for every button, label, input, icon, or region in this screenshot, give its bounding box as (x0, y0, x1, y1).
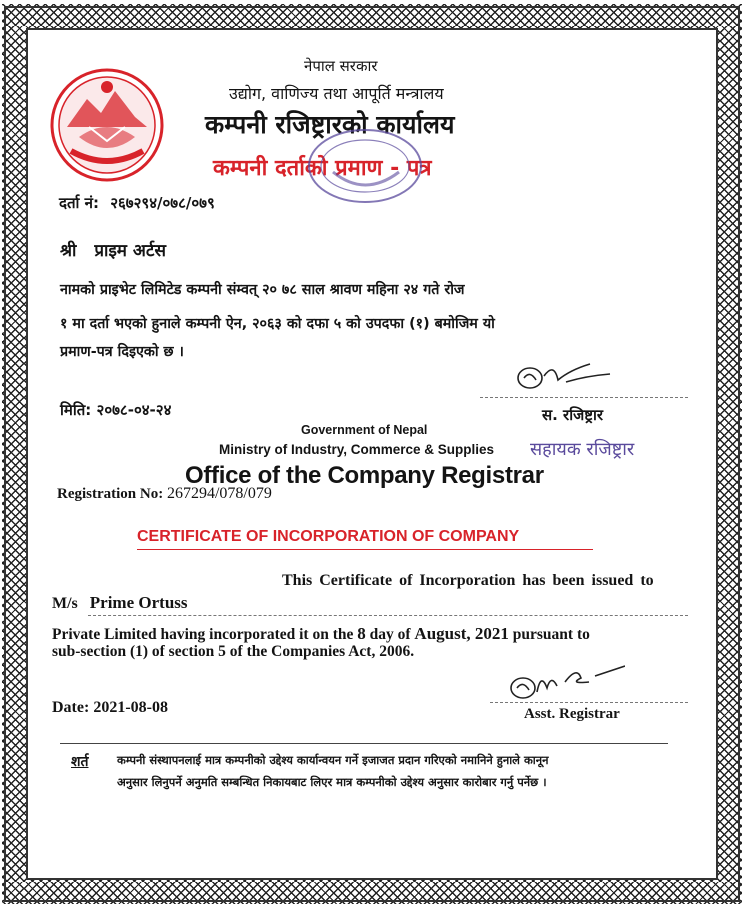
nepal-coat-of-arms-icon (49, 67, 165, 183)
signature-line-nepali (480, 397, 688, 398)
paragraph-line-3-nepali: प्रमाण-पत्र दिइएको छ । (60, 344, 184, 360)
date-label-nepali: मिति: (60, 401, 92, 419)
paragraph-line-2-nepali: १ मा दर्ता भएको हुनाले कम्पनी ऐन, २०६३ को दफा ५ को उपदफा (१) बमोजिम यो (60, 316, 495, 332)
office-english: Office of the Company Registrar (185, 462, 544, 489)
body-line-2: sub-section (1) of section 5 of the Companies Act, 2006. (52, 643, 415, 660)
signature-icon (510, 352, 620, 396)
date-english: 2021-08-08 (93, 699, 168, 716)
reg-no-english: 267294/078/079 (166, 485, 272, 502)
condition-line-2: अनुसार लिनुपर्ने अनुमति सम्बन्धित निकायबाट लिएर मात्र कम्पनीको उद्देश्य अनुसार कारोबार गर्नु पर्नेछ । (117, 775, 547, 789)
company-name-line (88, 615, 688, 616)
body-line-1-b: day of (369, 626, 411, 643)
office-seal-stamp-icon (305, 128, 425, 210)
date-nepali: २०७८-०४-२४ (96, 401, 172, 419)
shree-label: श्री (60, 241, 77, 261)
govt-nepali: नेपाल सरकार (304, 57, 378, 75)
reg-no-label-english: Registration No: (57, 486, 164, 502)
ms-label: M/s (52, 595, 78, 612)
ministry-english: Ministry of Industry, Commerce & Supplies (219, 442, 495, 457)
body-line-1-c: pursuant to (512, 626, 590, 643)
issued-line: This Certificate of Incorporation has been issued to (282, 572, 654, 589)
signature-line-english (490, 702, 688, 703)
reg-no-nepali: २६७२९४/०७८/०७९ (110, 194, 215, 212)
govt-english: Government of Nepal (301, 423, 428, 437)
signer-english: Asst. Registrar (524, 706, 620, 722)
signature-icon (505, 662, 625, 706)
condition-line-1: कम्पनी संस्थापनलाई मात्र कम्पनीको उद्देश्य कार्यान्वयन गर्ने इजाजत प्रदान गरिएको नमानिने हुनाले कानून (117, 753, 549, 767)
ministry-nepali: उद्योग, वाणिज्य तथा आपूर्ति मन्त्रालय (229, 84, 444, 103)
incorporation-day: 8 (357, 624, 366, 643)
certificate-title-nepali: कम्पनी दर्ताको प्रमाण - पत्र (213, 156, 432, 181)
company-name-nepali: प्राइम अर्टस (94, 241, 166, 261)
certificate-title-english: CERTIFICATE OF INCORPORATION OF COMPANY (137, 528, 520, 545)
date-label-english: Date: (52, 699, 90, 716)
paragraph-line-1-nepali: नामको प्राइभेट लिमिटेड कम्पनी संम्वत् २० ७८ साल श्रावण महिना २४ गते रोज (60, 282, 465, 298)
signer-nepali: स. रजिष्ट्रार (542, 406, 603, 424)
office-nepali: कम्पनी रजिष्ट्रारको कार्यालय (205, 110, 455, 139)
signer-stamp-nepali: सहायक रजिष्ट्रार (530, 439, 635, 460)
condition-label: शर्त (71, 754, 89, 770)
reg-no-label-nepali: दर्ता नं: (59, 194, 99, 212)
body-line-1-a: Private Limited having incorporated it on the (52, 626, 354, 643)
condition-divider (60, 743, 668, 744)
title-underline (137, 549, 593, 550)
company-name-english: Prime Ortuss (89, 593, 188, 612)
incorporation-month-year: August, 2021 (414, 624, 509, 643)
body-line-1 (52, 624, 590, 644)
